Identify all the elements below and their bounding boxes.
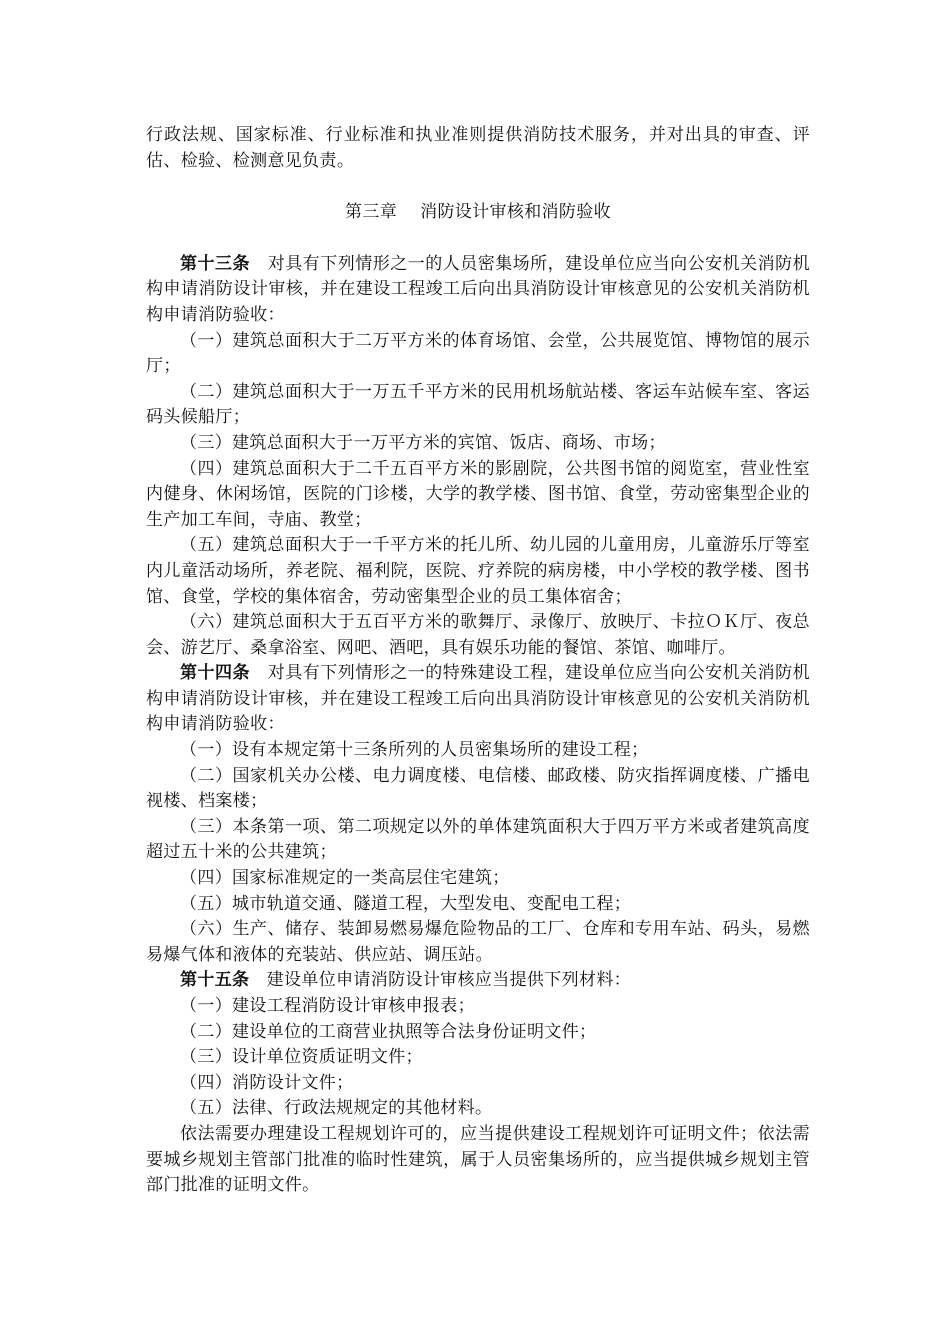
article-13-item: （四）建筑总面积大于二千五百平方米的影剧院，公共图书馆的阅览室，营业性室内健身、休闲场馆，医院的门诊楼，大学的教学楼、图书馆、食堂，劳动密集型企业的生产加工车间，寺庙、教堂； <box>146 458 810 530</box>
article-13-item: （六）建筑总面积大于五百平方米的歌舞厅、录像厅、放映厅、卡拉ＯＫ厅、夜总会、游艺厅、桑拿浴室、网吧、酒吧，具有娱乐功能的餐馆、茶馆、咖啡厅。 <box>146 612 810 658</box>
document-body <box>146 123 810 1199</box>
chapter-title: 第三章 消防设计审核和消防验收 <box>345 202 611 223</box>
article-14-item: （六）生产、储存、装卸易燃易爆危险物品的工厂、仓库和专用车站、码头，易燃易爆气体和液体的充装站、供应站、调压站。 <box>146 919 810 965</box>
article-13-intro: 对具有下列情形之一的人员密集场所，建设单位应当向公安机关消防机构申请消防设计审核，并在建设工程竣工后向出具消防设计审核意见的公安机关消防机构申请消防验收： <box>146 253 811 325</box>
article-13-item: （三）建筑总面积大于一万平方米的宾馆、饭店、商场、市场； <box>180 432 666 453</box>
article-15 <box>146 968 810 994</box>
article-14-item: （三）本条第一项、第二项规定以外的单体建筑面积大于四万平方米或者建筑高度超过五十米的公共建筑； <box>146 816 810 863</box>
article-15-label: 第十五条 <box>180 970 250 991</box>
article-13-item: （一）建筑总面积大于二万平方米的体育场馆、会堂，公共展览馆、博物馆的展示厅； <box>146 330 810 377</box>
article-15-closing: 依法需要办理建设工程规划许可的，应当提供建设工程规划许可证明文件；依法需要城乡规划主管部门批准的临时性建筑，属于人员密集场所的，应当提供城乡规划主管部门批准的证明文件。 <box>146 1123 810 1196</box>
article-13-item: （五）建筑总面积大于一千平方米的托儿所、幼儿园的儿童用房，儿童游乐厅等室内儿童活动场所，养老院、福利院，医院、疗养院的病房楼，中小学校的教学楼、图书馆、食堂，学校的集体宿舍，劳动密集型企业的员工集体宿舍； <box>146 535 810 607</box>
article-14-item: （五）城市轨道交通、隧道工程，大型发电、变配电工程； <box>180 893 632 914</box>
article-14-label: 第十四条 <box>180 663 250 684</box>
article-14-item: （二）国家机关办公楼、电力调度楼、电信楼、邮政楼、防灾指挥调度楼、广播电视楼、档案楼； <box>146 765 810 812</box>
article-13-item: （二）建筑总面积大于一万五千平方米的民用机场航站楼、客运车站候车室、客运码头候船厅； <box>146 381 810 428</box>
article-14-intro: 对具有下列情形之一的特殊建设工程，建设单位应当向公安机关消防机构申请消防设计审核，并在建设工程竣工后向出具消防设计审核意见的公安机关消防机构申请消防验收： <box>146 663 811 735</box>
article-15-intro: 建设单位申请消防设计审核应当提供下列材料： <box>266 970 632 991</box>
article-13 <box>146 252 810 329</box>
article-15-item: （四）消防设计文件； <box>180 1072 354 1093</box>
opening-paragraph: 行政法规、国家标准、行业标准和执业准则提供消防技术服务，并对出具的审查、评估、检验、检测意见负责。 <box>146 125 810 171</box>
article-13-label: 第十三条 <box>180 253 250 274</box>
article-14-item: （四）国家标准规定的一类高层住宅建筑； <box>180 868 510 889</box>
article-15-item: （五）法律、行政法规规定的其他材料。 <box>180 1098 493 1119</box>
article-14 <box>146 661 810 738</box>
article-15-item: （三）设计单位资质证明文件； <box>180 1047 423 1068</box>
article-15-item: （一）建设工程消防设计审核申报表； <box>180 996 475 1016</box>
article-15-item: （二）建设单位的工商营业执照等合法身份证明文件； <box>180 1021 597 1042</box>
article-14-item: （一）设有本规定第十三条所列的人员密集场所的建设工程； <box>180 740 649 761</box>
